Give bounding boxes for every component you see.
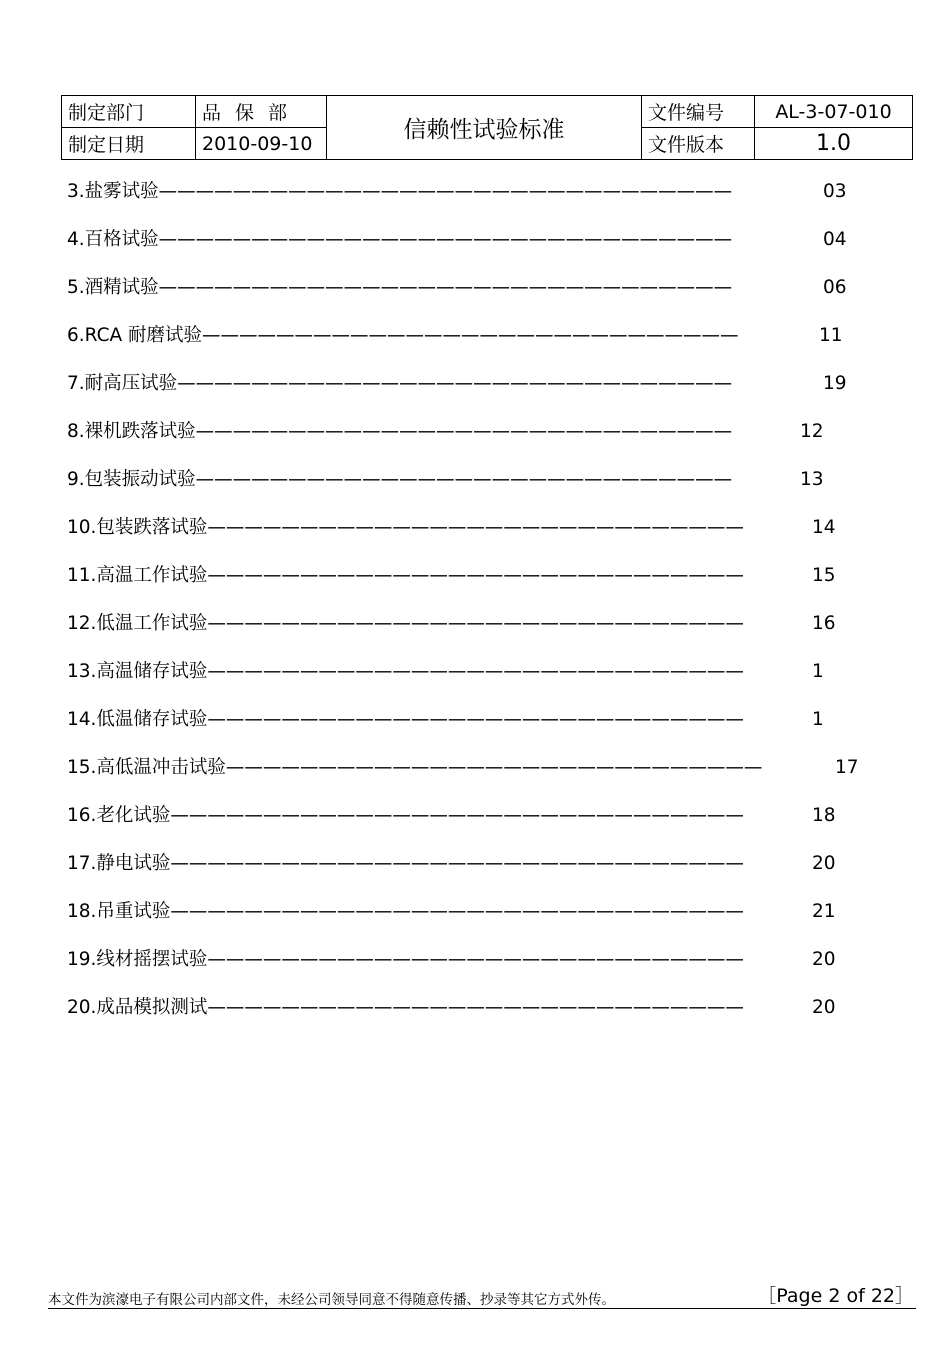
toc-entry-page: 1	[812, 661, 824, 682]
date-label: 制定日期	[62, 128, 196, 160]
toc-entry	[67, 368, 907, 416]
toc-entry	[67, 656, 907, 704]
toc-entry-title: 19.线材摇摆试验—————————————————————————————	[67, 949, 744, 970]
toc-entry	[67, 800, 907, 848]
doc-no-value: AL-3-07-010	[755, 96, 913, 128]
toc-entry-title: 12.低温工作试验—————————————————————————————	[67, 613, 744, 634]
toc-entry-page: 18	[812, 805, 836, 826]
toc-entry	[67, 464, 907, 512]
toc-entry	[67, 272, 907, 320]
doc-no-label: 文件编号	[642, 96, 755, 128]
toc-entry	[67, 944, 907, 992]
toc-entry-title: 5.酒精试验———————————————————————————————	[67, 277, 733, 298]
toc-entry-title: 9.包装振动试验—————————————————————————————	[67, 469, 733, 490]
toc-entry-page: 11	[819, 325, 843, 346]
toc-entry-title: 15.高低温冲击试验—————————————————————————————	[67, 757, 763, 778]
toc-entry-page: 20	[812, 853, 836, 874]
toc-entry-title: 17.静电试验———————————————————————————————	[67, 853, 744, 874]
toc-entry-page: 20	[812, 949, 836, 970]
toc-entry-page: 19	[823, 373, 847, 394]
page-number: ［Page 2 of 22］	[757, 1285, 914, 1307]
toc-entry-title: 16.老化试验———————————————————————————————	[67, 805, 744, 826]
toc-entry-page: 13	[800, 469, 824, 490]
toc-entry	[67, 992, 907, 1040]
table-of-contents	[67, 176, 907, 1040]
document-title: 信赖性试验标准	[327, 96, 642, 160]
toc-entry-page: 03	[823, 181, 847, 202]
toc-entry	[67, 752, 907, 800]
toc-entry-page: 12	[800, 421, 824, 442]
toc-entry-title: 20.成品模拟测试—————————————————————————————	[67, 997, 744, 1018]
toc-entry	[67, 416, 907, 464]
toc-entry-page: 15	[812, 565, 836, 586]
toc-entry	[67, 176, 907, 224]
dept-value: 品保部	[196, 96, 327, 128]
toc-entry-page: 20	[812, 997, 836, 1018]
toc-entry	[67, 224, 907, 272]
toc-entry	[67, 704, 907, 752]
toc-entry	[67, 848, 907, 896]
toc-entry	[67, 560, 907, 608]
toc-entry-title: 18.吊重试验———————————————————————————————	[67, 901, 744, 922]
toc-entry-title: 4.百格试验———————————————————————————————	[67, 229, 733, 250]
toc-entry-page: 04	[823, 229, 847, 250]
toc-entry-title: 14.低温储存试验—————————————————————————————	[67, 709, 744, 730]
toc-entry-page: 06	[823, 277, 847, 298]
toc-entry-page: 1	[812, 709, 824, 730]
document-header	[61, 95, 913, 160]
toc-entry-title: 6.RCA 耐磨试验—————————————————————————————	[67, 325, 739, 346]
confidentiality-note: 本文件为滨濠电子有限公司内部文件，未经公司领导同意不得随意传播、抄录等其它方式外传。	[48, 1292, 615, 1308]
toc-entry-page: 17	[835, 757, 859, 778]
toc-entry-title: 8.裸机跌落试验—————————————————————————————	[67, 421, 733, 442]
toc-entry-title: 13.高温储存试验—————————————————————————————	[67, 661, 744, 682]
toc-entry-title: 11.高温工作试验—————————————————————————————	[67, 565, 744, 586]
version-value: 1.0	[755, 128, 913, 160]
toc-entry-page: 21	[812, 901, 836, 922]
date-value: 2010-09-10	[196, 128, 327, 160]
toc-entry-title: 3.盐雾试验———————————————————————————————	[67, 181, 733, 202]
page-footer	[48, 1280, 916, 1309]
toc-entry	[67, 608, 907, 656]
toc-entry	[67, 512, 907, 560]
dept-label: 制定部门	[62, 96, 196, 128]
version-label: 文件版本	[642, 128, 755, 160]
toc-entry	[67, 896, 907, 944]
toc-entry	[67, 320, 907, 368]
toc-entry-page: 16	[812, 613, 836, 634]
toc-entry-title: 7.耐高压试验——————————————————————————————	[67, 373, 733, 394]
toc-entry-page: 14	[812, 517, 836, 538]
toc-entry-title: 10.包装跌落试验—————————————————————————————	[67, 517, 744, 538]
